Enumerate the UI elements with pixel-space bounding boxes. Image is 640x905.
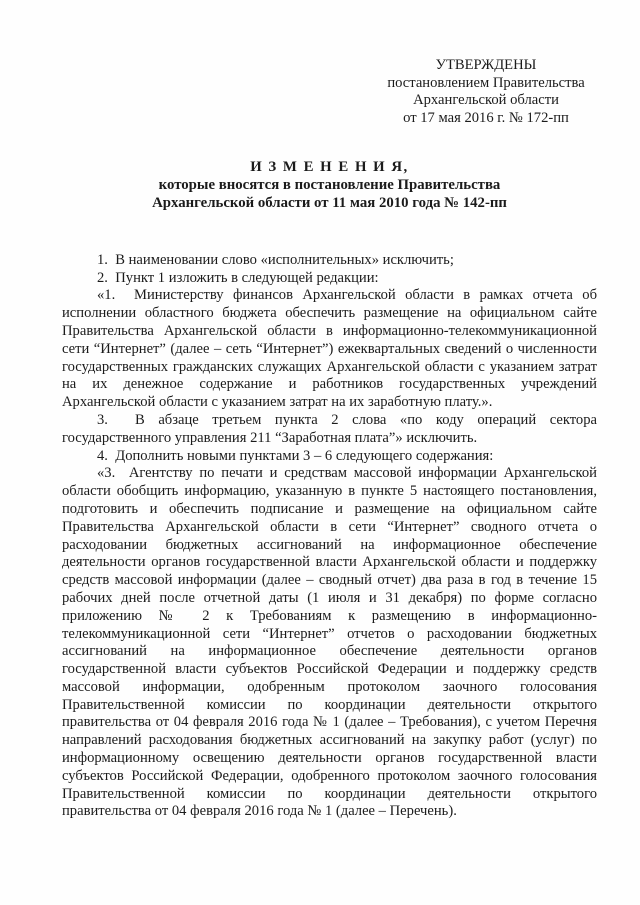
approval-line-1: УТВЕРЖДЕНЫ	[435, 57, 537, 73]
paragraph-item-1: 1. В наименовании слово «исполнительных» исключить;	[97, 251, 454, 268]
document-body	[62, 252, 597, 822]
approval-line-4: от 17 мая 2016 г. № 172-пп	[403, 109, 569, 126]
paragraph-item-4: 4. Дополнить новыми пунктами 3 – 6 следующего содержания:	[97, 447, 494, 464]
approval-block	[379, 57, 593, 127]
paragraph-new-clause-3: «3. Агентству по печати и средствам массовой информации Архангельской области обобщить информацию, указанную в пункте 5 настоящего постановления, подготовить и обеспечить подписание и размещение на официальном сайте Правительства Архангельской области в сети “Интернет” сводного отчета о расходовании бюджетных ассигнований на информационное обеспечение деятельности органов государственной власти Архангельской области и поддержку средств массовой информации (далее – сводный отчет) два раза в год в течение 15 рабочих дней после отчетной даты (1 июля и 31 декабря) по форме согласно приложению № 2 к Требованиям к размещению в информационно-телекоммуникационной сети “Интернет” отчетов о расходовании бюджетных ассигнований на информационное обеспечение деятельности органов государственной власти субъектов Российской Федерации и поддержку средств массовой информации, одобренным протоколом заочного голосования Правительственной комиссии по координации деятельности открытого правительства от 04 февраля 2016 года № 1 (далее – Требования), с учетом Перечня направлений расходования бюджетных ассигнований на закупку работ (услуг) по информационному освещению деятельности органов государственной власти субъектов Российской Федерации, одобренного протоколом заочного голосования Правительственной комиссии по координации деятельности открытого правительства от 04 февраля 2016 года № 1 (далее – Перечень).	[62, 465, 597, 820]
document-title	[62, 159, 597, 212]
title-line-1: И З М Е Н Е Н И Я,	[250, 159, 409, 176]
approval-line-3: Архангельской области	[413, 92, 559, 109]
approval-line-2: постановлением Правительства	[387, 74, 585, 91]
paragraph-item-2: 2. Пункт 1 изложить в следующей редакции:	[97, 269, 379, 286]
paragraph-new-clause-1: «1. Министерству финансов Архангельской области в рамках отчета об исполнении областного бюджета обеспечить размещение на официальном сайте Правительства Архангельской области в информационно-телекоммуникационной сети “Интернет” (далее – сеть “Интернет”) ежеквартальных сведений о численности государственных гражданских служащих Архангельской области с указанием затрат на их денежное содержание и работников государственных учреждений Архангельской области с указанием затрат на их заработную плату.».	[62, 287, 597, 411]
title-line-3: Архангельской области от 11 мая 2010 года № 142-пп	[152, 194, 507, 211]
title-line-2: которые вносятся в постановление Правительства	[158, 177, 501, 194]
paragraph-item-3: 3. В абзаце третьем пункта 2 слова «по коду операций сектора государственного управления 211 “Заработная плата”» исключить.	[62, 411, 597, 446]
